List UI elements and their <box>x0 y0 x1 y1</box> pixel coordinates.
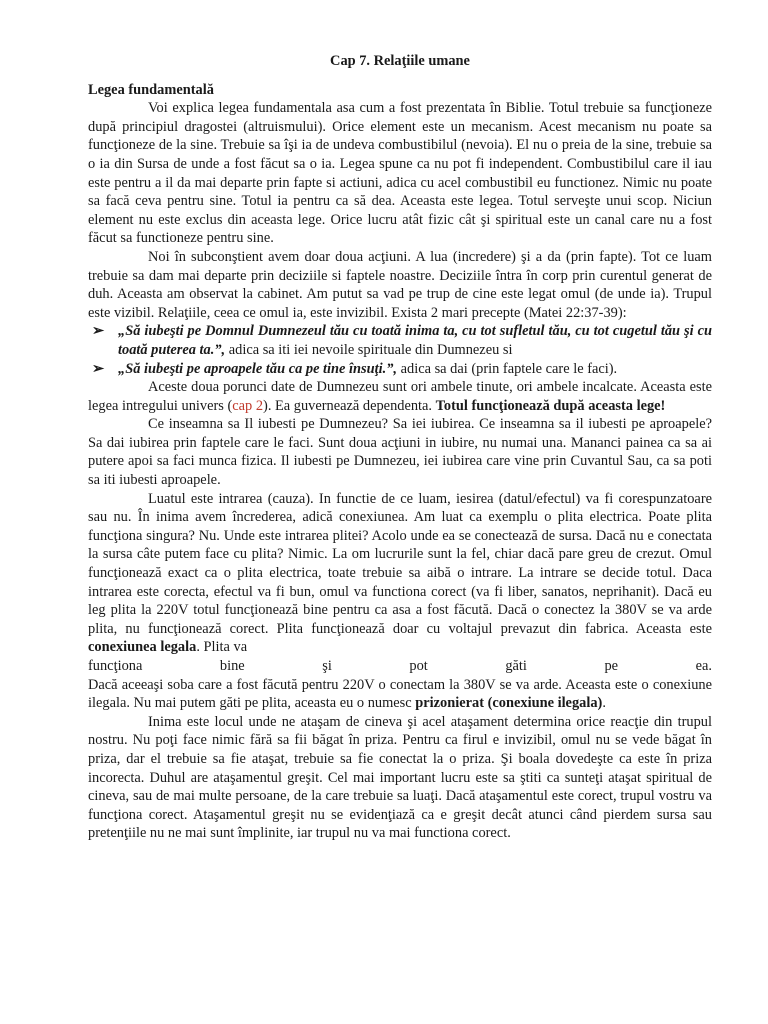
chapter-reference-link[interactable]: cap 2 <box>232 397 264 414</box>
paragraph-5-text: Luatul este intrarea (cauza). In functie de ce luam, iesirea (datul/efectul) va fi corespunzatoare sau nu. În inima avem încrederea, adică conexiunea. Am luat ca exemplu o plita electrica. Poate plita funcţiona singura? Nu. Unde este intrarea plitei? Acolo unde ea se conectează de sursa. Dacă nu e conectata la sursa câte putem face cu plita? Nimic. La om lucrurile sunt la fel, chiar dacă pare greu de crezut. Omul funcţionează exact ca o plita electrica, toate trebuie sa aibă o intrare. La intrare se decide totul. Daca intrarea este corecta, efectul va fi bun, omul va functiona corect (va fi liber, sanatos, neprihanit). Dacă eu leg plita la 220V totul funcţionează bine pentru ca asa a fost făcută. Dacă o conectez la 380V se va arde plita, nu funcţionează corect. Plita funcţionează doar cu voltajul prevazut din fabrica. Aceasta este <box>88 490 712 637</box>
paragraph-5-spread-line: funcţiona bine şi pot găti pe ea. <box>88 658 712 674</box>
list-item <box>88 322 712 359</box>
precept-quote: „Să iubeşti pe aproapele tău ca pe tine însuţi.”, <box>118 360 398 377</box>
chapter-title: Cap 7. Relaţiile umane <box>330 53 470 69</box>
paragraph-6: Inima este locul unde ne ataşam de cineva şi acel ataşament determina orice reacţie din trupul nostru. Nu poţi face nimic fără sa fii băgat în priza. Pentru ca firul e invizibil, omul nu se vede băgat în priza, dar el trebuie sa fie ataşat, trebuie sa fie conectat la o priza. Şi boala dovedeşte ca este în priza incorecta. Duhul are ataşamentul greşit. Cel mai important lucru este sa ştiti ca sunteţi ataşat spiritual de cineva, sau de mai multe persoane, de la care trebuie sa luaţi. Dacă ataşamentul este corect, trupul vostru va funcţiona corect. Ataşamentul greşit nu se evidenţiază ca e greşit decât atunci când pierdem sursa sau pretenţiile nu ne mai sunt împlinite, iar trupul nu va mai functiona corect. <box>88 713 712 842</box>
paragraph-1: Voi explica legea fundamentala asa cum a fost prezentata în Biblie. Totul trebuie sa funcţioneze după principiul dragostei (altruismului). Orice element este un mecanism. Acest mecanism nu poate sa funcţioneze de la sine. Trebuie sa îşi ia de undeva combustibilul (nevoia). El nu o preia de la sine, trebuie sa o ia din Sursa de unde a fost făcut sa o ia. Legea spune ca nu pot fi independent. Combustibilul care il iau este pentru a il da mai departe prin fapte si actiuni, adica cu acel combustibil eu functionez. Nimic nu poate sa facă ceva pentru sine. Totul ia pentru ca să dea. Aceasta este legea. Totul serveşte unui scop. Niciun element nu este exclus din aceasta lege. Orice lucru atât fizic cât şi spiritual este un canal care nu a fost făcut sa functioneze pentru sine. <box>88 100 712 247</box>
precepts-list <box>88 322 712 378</box>
paragraph-3-text-cont: ). Ea guvernează dependenta. <box>263 397 436 414</box>
precept-quote: „Să iubeşti pe Domnul Dumnezeul tău cu toată inima ta, cu tot sufletul tău, cu tot cugetul tău şi cu toată puterea ta.”, <box>118 323 712 358</box>
paragraph-3-text: Aceste doua porunci date de Dumnezeu sunt ori ambele tinute, ori ambele incalcate. Aceasta este legea intregului univers ( <box>88 379 712 414</box>
paragraph-5-end: . <box>602 695 606 712</box>
paragraph-2: Noi în subconştient avem doar doua acţiuni. A lua (incredere) şi a da (prin fapte). Tot ce luam trebuie sa dam mai departe prin deciziile si faptele noastre. Deciziile întra în corp prin curentul generat de duh. Aceasta am observat la cabinet. Am putut sa vad pe trup de cine este legat omul (de unde ia). Trupul este vizibil. Relaţiile, ceea ce omul ia, este invizibil. Exista 2 mari precepte (Matei 22:37-39): <box>88 248 712 321</box>
precept-explanation: adica sa dai (prin faptele care le faci). <box>397 360 618 377</box>
section-title: Legea fundamentală <box>88 81 214 98</box>
paragraph-5-text-cont: . Plita va <box>196 639 248 656</box>
legal-connection-term: conexiunea legala <box>88 639 197 656</box>
precept-explanation: adica sa iti iei nevoile spirituale din Dumnezeu si <box>225 341 513 358</box>
arrow-bullet-icon: ➢ <box>92 323 105 340</box>
paragraph-4: Ce inseamna sa Il iubesti pe Dumnezeu? Sa iei iubirea. Ce inseamna sa il iubesti pe aproapele? Sa dai iubirea prin faptele care le faci. Sunt doua acţiuni in iubire, nu numai una. Mananci painea ca sa ai putere apoi sa faci munca fizica. Il iubesti pe Dumnezeu, iei iubirea care vine prin Cuvantul Sau, ca sa poti sa iti iubesti aproapele. <box>88 416 712 489</box>
paragraph-3 <box>88 378 712 415</box>
captivity-term: prizonierat (conexiune ilegala) <box>415 695 603 712</box>
paragraph-5-text-2: Dacă aceeaşi soba care a fost făcută pentru 220V o conectam la 380V se va arde. Aceasta este o conexiune ilegala. Nu mai putem găti pe plita, aceasta eu o numesc <box>88 676 712 712</box>
list-item <box>88 360 712 379</box>
law-statement: Totul funcţionează după aceasta lege! <box>435 397 666 414</box>
paragraph-5 <box>88 490 712 657</box>
paragraph-5-continuation <box>88 676 712 713</box>
arrow-bullet-icon: ➢ <box>92 360 105 377</box>
